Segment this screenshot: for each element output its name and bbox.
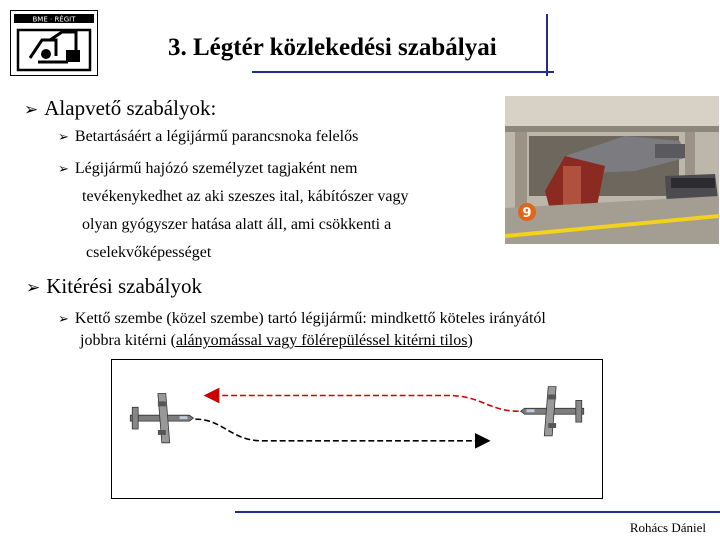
- basic-rule-continuation: tevékenykedhet az aki szeszes ital, kábítószer vagy: [82, 188, 409, 205]
- logo-text: BME · RÉGIT: [32, 15, 76, 24]
- arrow-bullet-icon: ➢: [24, 100, 39, 120]
- basic-rule-item: ➢ Légijármű hajózó személyzet tagjaként nem: [58, 160, 358, 177]
- avoid-rule-item: ➢ Kettő szembe (közel szembe) tartó légijármű: mindkettő köteles irányától: [58, 310, 546, 327]
- right-aircraft-icon: [521, 387, 584, 436]
- arrow-bullet-icon: ➢: [58, 130, 69, 145]
- right-aircraft-path: [205, 395, 518, 411]
- tv-channel-badge: 9: [522, 206, 532, 221]
- basic-rule-continuation: cselekvőképességet: [86, 244, 212, 261]
- stacked-cars-photo: [505, 96, 719, 244]
- basic-rule-continuation: olyan gyógyszer hatása alatt áll, ami csökkenti a: [82, 216, 392, 233]
- arrow-bullet-icon: ➢: [58, 312, 69, 327]
- avoidance-diagram: [111, 359, 603, 499]
- arrow-bullet-icon: ➢: [58, 162, 69, 177]
- bme-logo: [10, 10, 98, 76]
- footer-rule: [235, 511, 720, 513]
- title-vertical-rule: [546, 14, 548, 76]
- arrow-bullet-icon: ➢: [26, 278, 41, 298]
- left-aircraft-path: [195, 419, 489, 441]
- avoid-rule-continuation: jobbra kitérni (alányomással vagy fölérepüléssel kitérni tilos): [80, 332, 473, 349]
- title-horizontal-rule: [252, 71, 554, 73]
- left-aircraft-icon: [130, 394, 193, 443]
- avoid-rules-heading: ➢ Kitérési szabályok: [26, 274, 202, 298]
- basic-rules-heading: ➢ Alapvető szabályok:: [24, 96, 217, 120]
- page-title: 3. Légtér közlekedési szabályai: [168, 34, 497, 61]
- basic-rule-item: ➢ Betartásáért a légijármű parancsnoka felelős: [58, 128, 359, 145]
- author-name: Rohács Dániel: [629, 520, 706, 535]
- prohibition-note: alányomással vagy fölérepüléssel kitérni tilos: [175, 332, 468, 349]
